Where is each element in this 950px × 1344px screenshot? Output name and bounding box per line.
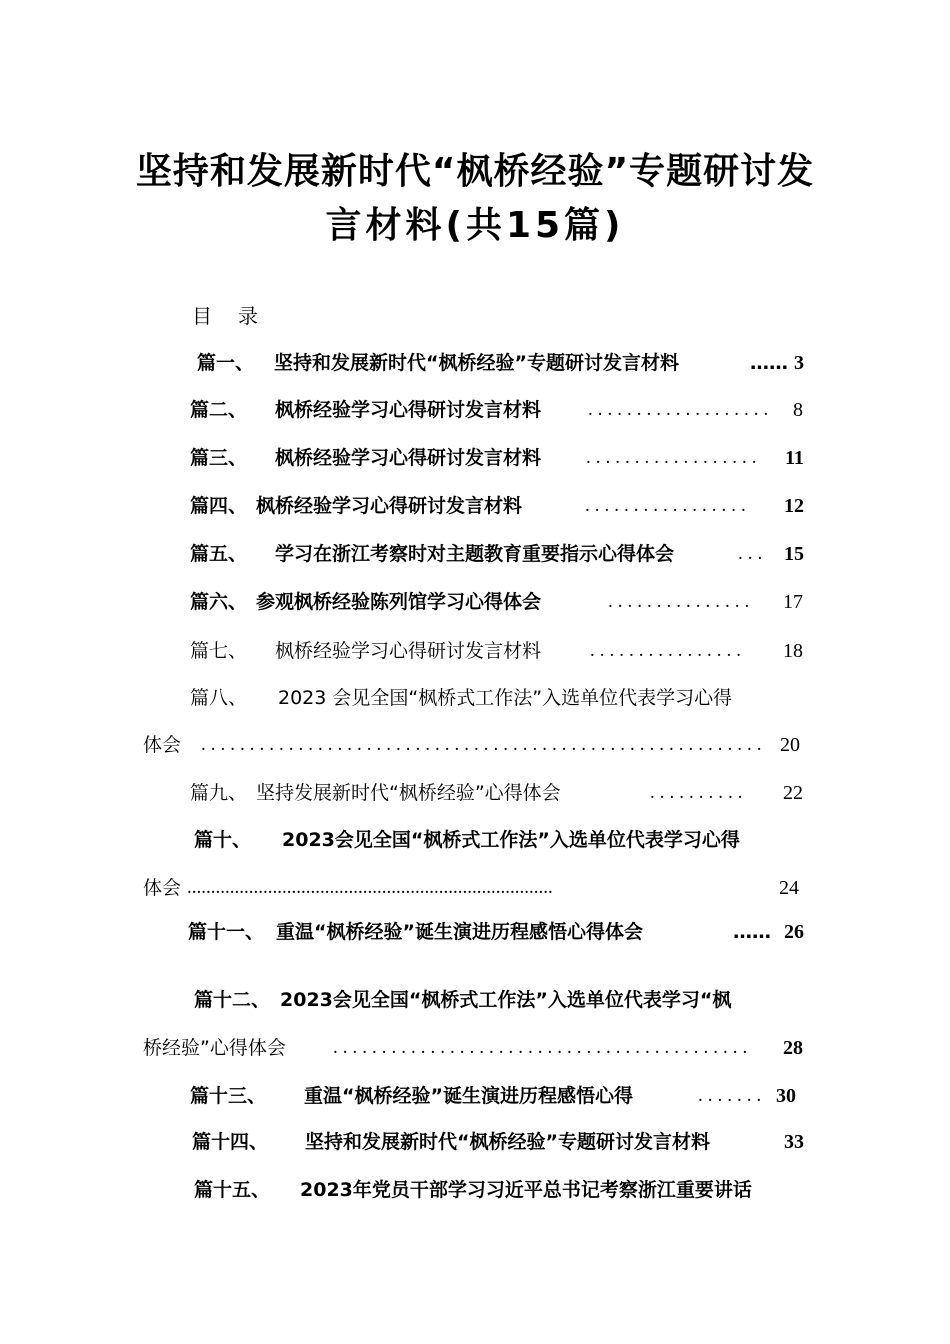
- toc-entry-label: 篇七、: [190, 640, 248, 662]
- toc-entry-label: 篇九、: [190, 782, 248, 804]
- toc-entry-page: 22: [783, 782, 803, 804]
- toc-entry-text: 枫桥经验学习心得研讨发言材料: [275, 399, 542, 421]
- toc-entry-14[interactable]: [192, 1127, 822, 1157]
- toc-entry-page: 3: [794, 352, 804, 374]
- toc-entry-8-continuation[interactable]: [143, 730, 813, 760]
- toc-entry-text: 坚持和发展新时代“枫桥经验”专题研讨发言材料: [305, 1131, 710, 1153]
- toc-entry-page: 26: [784, 921, 804, 943]
- toc-entry-leader: .......: [698, 1085, 767, 1106]
- toc-entry-leader: ……: [750, 352, 788, 374]
- toc-entry-13[interactable]: [190, 1081, 820, 1111]
- toc-entry-12-continuation[interactable]: [143, 1033, 813, 1063]
- toc-entry-page: 8: [793, 399, 803, 421]
- toc-entry-leader: ..........: [650, 782, 748, 803]
- toc-entry-page: 24: [779, 877, 799, 899]
- toc-entry-10-continuation[interactable]: [143, 873, 813, 903]
- toc-entry-label: 篇十三、: [190, 1085, 267, 1107]
- toc-entry-leader: ...............: [608, 591, 755, 612]
- toc-entry-page: 33: [784, 1131, 804, 1153]
- toc-entry-text-cont: 体会: [143, 734, 182, 756]
- toc-entry-text: 参观枫桥经验陈列馆学习心得体会: [256, 591, 542, 613]
- toc-entry-2[interactable]: [190, 395, 820, 425]
- toc-entry-5[interactable]: [190, 539, 820, 569]
- toc-entry-text: 2023会见全国“枫桥式工作法”入选单位代表学习心得: [282, 829, 740, 851]
- toc-entry-4[interactable]: [190, 491, 820, 521]
- toc-entry-page: 11: [785, 447, 804, 469]
- toc-entry-leader: ...: [738, 543, 768, 564]
- toc-entry-1[interactable]: [197, 348, 817, 378]
- toc-entry-page: 12: [784, 495, 804, 517]
- toc-entry-8[interactable]: [190, 683, 820, 713]
- toc-entry-text: 重温“枫桥经验”诞生演进历程感悟心得: [304, 1085, 633, 1107]
- toc-entry-11[interactable]: [188, 917, 818, 947]
- toc-entry-leader: ................: [590, 640, 746, 661]
- toc-entry-text: 2023 会见全国“枫桥式工作法”入选单位代表学习心得: [278, 687, 733, 709]
- toc-entry-text: 2023会见全国“枫桥式工作法”入选单位代表学习“枫: [280, 989, 732, 1011]
- toc-entry-3[interactable]: [190, 443, 820, 473]
- toc-entry-label: 篇十、: [194, 829, 252, 851]
- toc-entry-leader: .............................................................................: [187, 877, 553, 898]
- toc-entry-text: 学习在浙江考察时对主题教育重要指示心得体会: [275, 543, 675, 565]
- toc-entry-text: 枫桥经验学习心得研讨发言材料: [275, 640, 542, 662]
- toc-entry-label: 篇八、: [190, 687, 248, 709]
- toc-entry-label: 篇十二、: [194, 989, 271, 1011]
- toc-entry-label: 篇十五、: [194, 1179, 271, 1201]
- toc-entry-leader: .................: [585, 495, 751, 516]
- toc-entry-leader: ..................: [586, 447, 762, 468]
- toc-entry-15[interactable]: [194, 1175, 824, 1205]
- document-title-line-1: 坚持和发展新时代“枫桥经验”专题研讨发: [135, 151, 815, 192]
- toc-entry-page: 18: [783, 640, 803, 662]
- toc-entry-page: 28: [783, 1037, 803, 1059]
- toc-entry-leader: ...................: [588, 399, 774, 420]
- toc-entry-label: 篇六、: [190, 591, 248, 613]
- toc-entry-text-cont: 体会: [143, 877, 182, 899]
- document-title-line-2: 言材料(共15篇): [325, 205, 625, 246]
- toc-entry-text-cont: 桥经验”心得体会: [143, 1037, 286, 1059]
- toc-entry-text: 坚持发展新时代“枫桥经验”心得体会: [256, 782, 561, 804]
- toc-heading-char-2: 录: [238, 304, 258, 328]
- toc-heading: [192, 300, 284, 329]
- toc-entry-leader: ..........................................................: [201, 734, 767, 755]
- toc-entry-label: 篇三、: [190, 447, 248, 469]
- toc-heading-char-1: 目: [192, 304, 212, 328]
- toc-entry-text: 2023年党员干部学习习近平总书记考察浙江重要讲话: [300, 1179, 752, 1201]
- toc-entry-page: 20: [780, 734, 800, 756]
- toc-entry-12[interactable]: [194, 985, 814, 1015]
- toc-entry-label: 篇十四、: [192, 1131, 269, 1153]
- toc-entry-text: 枫桥经验学习心得研讨发言材料: [275, 447, 542, 469]
- toc-entry-leader: ...........................................: [333, 1037, 753, 1058]
- toc-entry-9[interactable]: [190, 778, 820, 808]
- toc-entry-text: 重温“枫桥经验”诞生演进历程感悟心得体会: [276, 921, 643, 943]
- toc-entry-leader: ……: [733, 921, 771, 943]
- toc-entry-label: 篇一、: [197, 352, 255, 374]
- toc-entry-text: 枫桥经验学习心得研讨发言材料: [256, 495, 523, 517]
- toc-entry-page: 17: [783, 591, 803, 613]
- toc-entry-6[interactable]: [190, 587, 820, 617]
- toc-entry-label: 篇十一、: [188, 921, 265, 943]
- toc-entry-page: 30: [776, 1085, 796, 1107]
- toc-entry-text: 坚持和发展新时代“枫桥经验”专题研讨发言材料: [274, 352, 679, 374]
- toc-entry-7[interactable]: [190, 636, 820, 666]
- toc-entry-page: 15: [784, 543, 804, 565]
- toc-entry-label: 篇四、: [190, 495, 248, 517]
- toc-entry-10[interactable]: [194, 825, 814, 855]
- toc-entry-label: 篇五、: [190, 543, 248, 565]
- toc-entry-label: 篇二、: [190, 399, 248, 421]
